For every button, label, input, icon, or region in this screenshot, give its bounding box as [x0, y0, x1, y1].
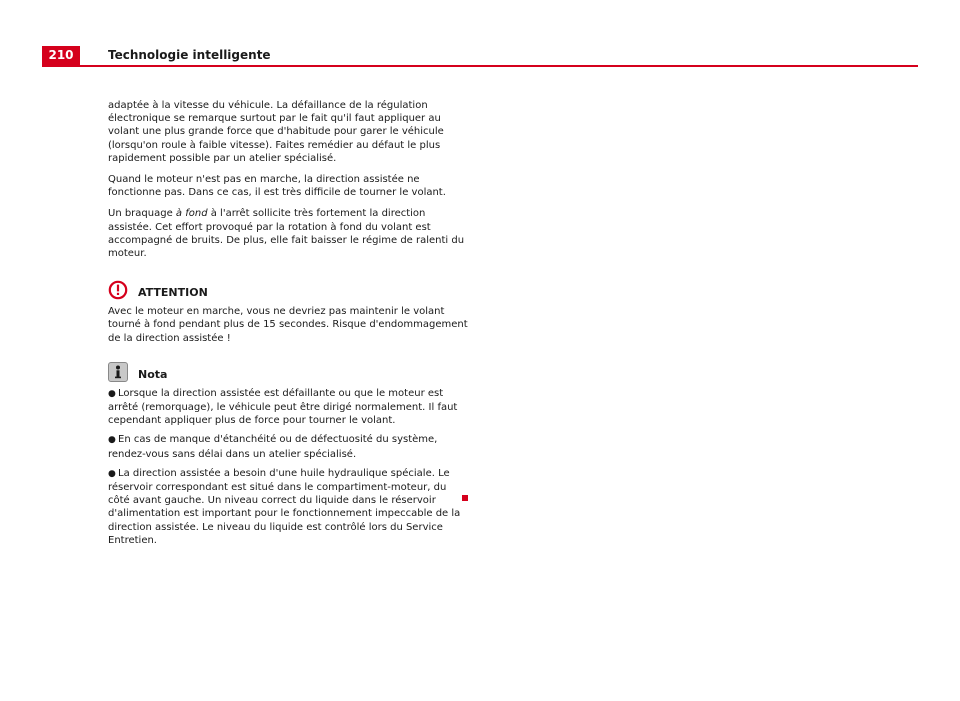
nota-item	[108, 467, 470, 547]
attention-text: Avec le moteur en marche, vous ne devriez pas maintenir le volant tourné à fond pendant plus de 15 secondes. Risque d'endommagement de la direction assistée !	[108, 306, 468, 344]
paragraph-3-text-end: à l'arrêt sollicite très fortement la direction assistée. Cet effort provoqué par la rotation à fond du volant est accompagné de bruits. De plus, elle fait baisser le régime de ralenti du moteur.	[108, 208, 465, 260]
attention-header	[108, 280, 470, 300]
nota-item-text: Lorsque la direction assistée est défaillante ou que le moteur est arrêté (remorquage), le véhicule peut être dirigé normalement. Il faut cependant appliquer plus de force pour tourner le volant.	[108, 387, 458, 427]
page-header	[42, 46, 918, 67]
body-paragraph-1: adaptée à la vitesse du véhicule. La défaillance de la régulation électronique se remarque surtout par le fait qu'il faut appliquer au volant une plus grande force que d'habitude pour garer le véhicule (lorsqu'on roule à faible vitesse). Faites remédier au défaut le plus rapidement possible par un atelier spécialisé.	[108, 100, 444, 164]
nota-item-text: En cas de manque d'étanchéité ou de défectuosité du système, rendez-vous sans délai dans un atelier spécialisé.	[108, 434, 438, 460]
paragraph-3-emphasis: à fond	[175, 208, 208, 220]
attention-title: ATTENTION	[138, 286, 208, 300]
attention-notice	[108, 280, 470, 345]
bullet-dot: ●	[108, 435, 116, 446]
chapter-title: Technologie intelligente	[108, 48, 271, 62]
body-paragraph-3	[108, 207, 470, 260]
header-divider	[42, 65, 918, 67]
paragraph-3-text-start: Un braquage	[108, 208, 176, 220]
section-end-marker	[462, 495, 468, 501]
info-icon	[108, 362, 128, 382]
main-content	[108, 99, 470, 553]
nota-item	[108, 433, 470, 460]
nota-item-text: La direction assistée a besoin d'une huile hydraulique spéciale. Le réservoir correspondant est situé dans le compartiment-moteur, du côté avant gauche. Un niveau correct du liquide dans le réservoir d'alimentation est important pour le fonctionnement impeccable de la direction assistée. Le niveau du liquide est contrôlé lors du Service Entretien.	[108, 467, 461, 546]
nota-title: Nota	[138, 367, 168, 381]
bullet-dot: ●	[108, 388, 116, 399]
nota-header	[108, 362, 470, 382]
page-number: 210	[42, 46, 80, 65]
body-paragraph-2: Quand le moteur n'est pas en marche, la direction assistée ne fonctionne pas. Dans ce cas, il est très difficile de tourner le volant.	[108, 174, 446, 199]
nota-item	[108, 387, 470, 428]
nota-notice	[108, 362, 470, 547]
warning-exclamation-icon	[108, 280, 128, 300]
bullet-dot: ●	[108, 468, 116, 479]
